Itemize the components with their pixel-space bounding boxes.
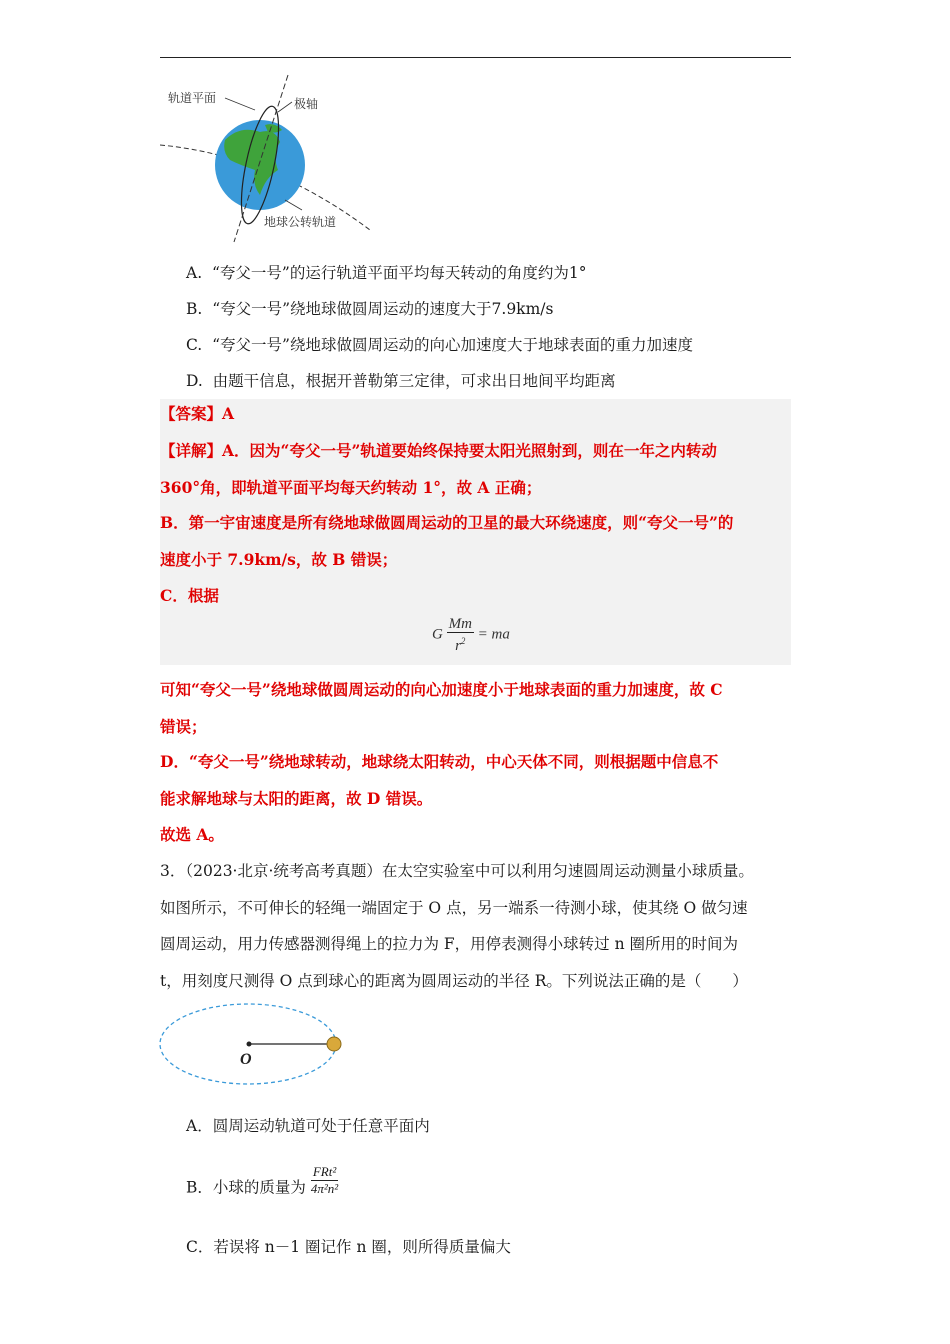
after-line-1: 可知“夸父一号”绕地球做圆周运动的向心加速度小于地球表面的重力加速度，故 C bbox=[160, 680, 723, 699]
circular-motion-figure bbox=[156, 1002, 356, 1092]
q3-stem-4: t，用刻度尺测得 O 点到球心的距离为圆周运动的半径 R。下列说法正确的是（ ） bbox=[160, 972, 748, 990]
formula-gravity: G $\frac{Mm}{r^2}$ = ma bbox=[432, 616, 510, 654]
detail-line-5: C．根据 bbox=[160, 586, 219, 605]
q2-option-a: A. “夸父一号”的运行轨道平面平均每天转动的角度约为1° bbox=[186, 264, 587, 282]
earth-orbit-figure bbox=[160, 70, 380, 250]
after-line-5: 故选 A。 bbox=[160, 825, 224, 844]
q3-stem-3: 圆周运动，用力传感器测得绳上的拉力为 F，用停表测得小球转过 n 圈所用的时间为 bbox=[160, 935, 739, 953]
q3-option-c: C．若误将 n－1 圈记作 n 圈，则所得质量偏大 bbox=[186, 1238, 511, 1256]
after-line-3: D．“夸父一号”绕地球转动，地球绕太阳转动，中心天体不同，则根据题中信息不 bbox=[160, 752, 719, 771]
q2-option-d: D. 由题干信息，根据开普勒第三定律，可求出日地间平均距离 bbox=[186, 372, 616, 390]
label-O: O bbox=[240, 1051, 252, 1068]
detail-line-1: 【详解】A．因为“夸父一号”轨道要始终保持要太阳光照射到，则在一年之内转动 bbox=[160, 441, 717, 460]
label-earth-orbit: 地球公转轨道 bbox=[264, 215, 337, 229]
center-point bbox=[247, 1042, 252, 1047]
detail-line-4: 速度小于 7.9km/s，故 B 错误； bbox=[160, 550, 398, 569]
after-line-2: 错误； bbox=[160, 717, 207, 736]
label-orbit-plane: 轨道平面 bbox=[168, 91, 217, 105]
q2-option-b: B. “夸父一号”绕地球做圆周运动的速度大于7.9km/s bbox=[186, 300, 554, 318]
label-polar-axis: 极轴 bbox=[294, 97, 319, 111]
detail-line-3: B．第一宇宙速度是所有绕地球做圆周运动的卫星的最大环绕速度，则“夸父一号”的 bbox=[160, 513, 734, 532]
ball-icon bbox=[327, 1037, 341, 1051]
header-rule bbox=[160, 57, 791, 58]
q3-option-a: A．圆周运动轨道可处于任意平面内 bbox=[186, 1117, 430, 1135]
q3-stem-1: 3．（2023·北京·统考高考真题）在太空实验室中可以利用匀速圆周运动测量小球质量。 bbox=[160, 862, 754, 880]
q3-stem-2: 如图所示，不可伸长的轻绳一端固定于 O 点，另一端系一待测小球，使其绕 O 做匀速 bbox=[160, 899, 748, 917]
answer-line: 【答案】A bbox=[160, 404, 235, 423]
q3-option-b: B．小球的质量为 $\frac{\text{FRt²}}{\text{4π²n²}}$ bbox=[186, 1164, 339, 1197]
detail-line-2: 360°角，即轨道平面平均每天约转动 1°，故 A 正确； bbox=[160, 478, 542, 497]
after-line-4: 能求解地球与太阳的距离，故 D 错误。 bbox=[160, 789, 433, 808]
q2-option-c: C. “夸父一号”绕地球做圆周运动的向心加速度大于地球表面的重力加速度 bbox=[186, 336, 693, 354]
